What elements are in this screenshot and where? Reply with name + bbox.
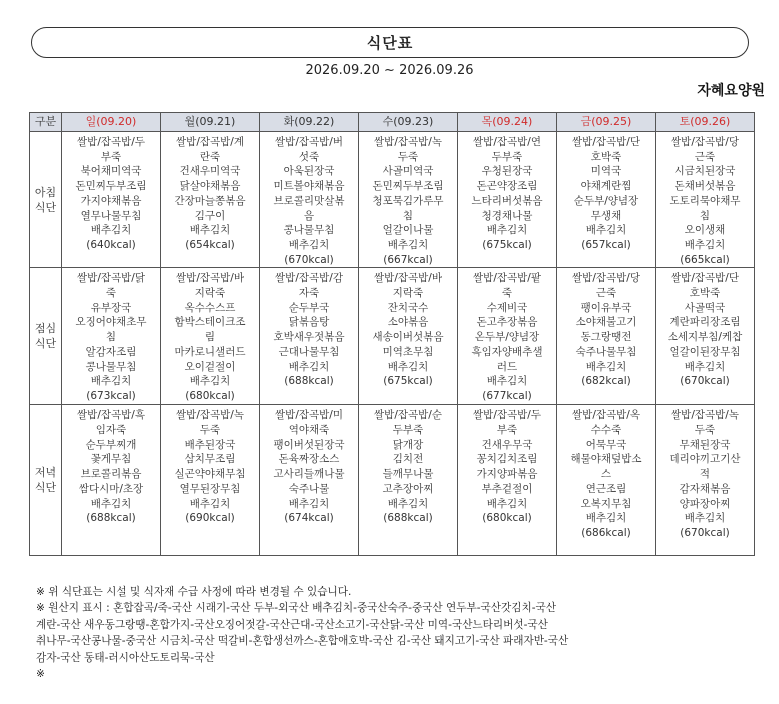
- menu-item: 림: [204, 331, 216, 344]
- menu-item: 쌀밥/잡곡밥/팥: [473, 272, 541, 285]
- day-header: 수(09.23): [359, 113, 458, 132]
- menu-item: 지락죽: [392, 287, 424, 300]
- day-header: 토(09.26): [656, 113, 755, 132]
- menu-item: 계란파리장조림: [669, 316, 741, 329]
- menu-item: 알감자조림: [85, 345, 137, 358]
- menu-item: 두부죽: [491, 150, 523, 163]
- menu-cell: [458, 268, 557, 405]
- note-line: 계란-국산 새우동그랑땡-혼합가지-국산오징어젓갈-국산근대-국산소고기-국산닭-국산 미역-국산느타리버섯-국산: [36, 618, 548, 631]
- menu-item: 감자채볶음: [679, 482, 731, 495]
- menu-item: (670kcal): [680, 526, 730, 539]
- menu-item: 미트볼야채볶음: [273, 180, 345, 193]
- menu-item: 김구이: [194, 209, 226, 222]
- menu-item: 쌀밥/잡곡밥/두: [77, 136, 145, 148]
- menu-item: 침: [402, 209, 414, 222]
- menu-item: (688kcal): [86, 512, 136, 525]
- menu-item: 부추겉절이: [481, 482, 533, 495]
- day-header: 화(09.22): [260, 113, 359, 132]
- menu-item: 미역국: [590, 165, 622, 178]
- menu-item: 브로콜리맛살볶: [273, 194, 345, 207]
- meal-label-line: 아침: [34, 185, 57, 199]
- menu-item: (688kcal): [284, 375, 334, 388]
- menu-item: (670kcal): [680, 375, 730, 388]
- menu-item: 가지야채볶음: [80, 194, 142, 207]
- menu-item: 쌀밥/잡곡밥/녹: [176, 409, 244, 422]
- menu-item: 우청된장국: [481, 165, 533, 178]
- menu-item: 배추된장국: [184, 438, 236, 451]
- menu-cell: [260, 268, 359, 405]
- note-line: ※: [36, 668, 45, 681]
- note-line: 감자-국산 동태-러시아산도토리묵-국산: [36, 651, 215, 664]
- menu-item: (675kcal): [482, 238, 532, 251]
- menu-cell: [260, 132, 359, 268]
- menu-item: (674kcal): [284, 512, 334, 525]
- menu-item: 소야채불고기: [575, 316, 637, 329]
- menu-item: (686kcal): [581, 526, 631, 539]
- menu-item: (690kcal): [185, 512, 235, 525]
- menu-item: 쌀밥/잡곡밥/당: [572, 272, 640, 285]
- menu-item: 배추김치: [585, 360, 627, 373]
- menu-cell: [359, 405, 458, 556]
- menu-item: 러드: [496, 360, 518, 373]
- menu-item: 쌀밥/잡곡밥/흑: [77, 409, 145, 422]
- menu-cell: [557, 405, 656, 556]
- corner-label: 구분: [30, 113, 62, 132]
- menu-cell: [557, 132, 656, 268]
- menu-cell: [260, 405, 359, 556]
- dinner-row: [30, 405, 755, 556]
- menu-item: 쌀밥/잡곡밥/감: [275, 272, 343, 285]
- menu-item: 호박죽: [689, 287, 721, 300]
- menu-item: 쌈다시마/초장: [78, 482, 144, 495]
- note-line: ※ 원산지 표시 : 혼합잡곡/죽-국산 시래기-국산 두부-외국산 배추김치-중국산숙주-중국산 연두부-국산갓김치-국산: [36, 602, 556, 615]
- menu-item: 배추김치: [90, 224, 132, 237]
- note-line: 취나무-국산콩나물-중국산 시금치-국산 떡갈비-혼합생선까스-혼합애호박-국산 김-국산 돼지고기-국산 파래자반-국산: [36, 635, 569, 648]
- menu-item: 수수죽: [590, 424, 622, 437]
- menu-item: (665kcal): [680, 253, 730, 266]
- menu-item: 부죽: [100, 150, 122, 163]
- menu-item: 두죽: [694, 424, 716, 437]
- menu-item: 배추김치: [288, 360, 330, 373]
- menu-item: 배추김치: [387, 360, 429, 373]
- menu-item: 적: [699, 468, 711, 481]
- menu-item: 간장마늘쫑볶음: [174, 194, 246, 207]
- menu-item: 미역초무침: [382, 345, 434, 358]
- menu-item: 오이겉절이: [184, 360, 236, 373]
- menu-item: 건새우무국: [481, 438, 533, 451]
- menu-item: 꽁치김치조림: [476, 453, 538, 466]
- menu-item: 팽이버섯된장국: [273, 438, 345, 451]
- menu-item: 배추김치: [585, 512, 627, 525]
- menu-item: 쌀밥/잡곡밥/순: [374, 409, 442, 422]
- menu-item: 지락죽: [194, 287, 226, 300]
- menu-item: 청포묵김가루무: [372, 194, 444, 207]
- menu-cell: [62, 405, 161, 556]
- menu-item: 쌀밥/잡곡밥/연: [473, 136, 541, 148]
- menu-item: 오징어야채초무: [75, 316, 147, 329]
- menu-item: 무생채: [590, 209, 622, 222]
- menu-item: 시금치된장국: [674, 165, 736, 178]
- menu-item: 배추김치: [189, 375, 231, 388]
- menu-item: 얼갈이된장무침: [669, 345, 741, 358]
- page-title: 식단표: [366, 34, 414, 52]
- menu-item: 연근조림: [585, 482, 627, 495]
- menu-item: 닭개장: [392, 438, 424, 451]
- menu-item: 도토리묵야채무: [669, 194, 741, 207]
- menu-item: 순두부국: [288, 301, 330, 314]
- menu-item: 돈채버섯볶음: [674, 180, 736, 193]
- menu-item: 고사리들깨나물: [273, 468, 345, 481]
- day-header: 월(09.21): [161, 113, 260, 132]
- menu-item: 느타리버섯볶음: [471, 194, 543, 207]
- menu-item: 근죽: [694, 150, 716, 163]
- menu-item: 숙주나물무침: [575, 345, 637, 358]
- menu-item: 호박죽: [590, 150, 622, 163]
- menu-item: 새송이버섯볶음: [372, 331, 444, 344]
- menu-item: 유부장국: [90, 301, 132, 314]
- menu-item: 배추김치: [585, 224, 627, 237]
- menu-item: 가지양파볶음: [476, 468, 538, 481]
- menu-item: 열무나물무침: [80, 209, 142, 222]
- menu-item: 쌀밥/잡곡밥/미: [275, 409, 343, 422]
- organization-name: 자혜요양원: [697, 83, 765, 99]
- menu-item: (640kcal): [86, 238, 136, 251]
- menu-item: 옥수수스프: [184, 301, 236, 314]
- menu-item: 쌀밥/잡곡밥/당: [671, 136, 739, 148]
- menu-item: 배추김치: [387, 238, 429, 251]
- menu-item: 배추김치: [486, 375, 528, 388]
- menu-item: 오복지무침: [580, 497, 632, 510]
- menu-item: 부죽: [496, 424, 518, 437]
- menu-item: 쌀밥/잡곡밥/닭: [77, 272, 145, 285]
- menu-item: 돈육짜장소스: [278, 453, 340, 466]
- menu-item: 청경채나물: [481, 209, 533, 222]
- menu-item: 실곤약야채무침: [174, 468, 246, 481]
- title-banner: [31, 27, 749, 58]
- menu-item: 쌀밥/잡곡밥/두: [473, 409, 541, 422]
- menu-cell: [656, 268, 755, 405]
- lunch-row: [30, 268, 755, 405]
- menu-item: (654kcal): [185, 238, 235, 251]
- menu-item: (680kcal): [185, 389, 235, 402]
- menu-cell: [62, 268, 161, 405]
- menu-item: (677kcal): [482, 389, 532, 402]
- menu-item: (688kcal): [383, 512, 433, 525]
- menu-item: 스: [600, 468, 612, 481]
- menu-item: 김치전: [392, 453, 424, 466]
- day-header: 금(09.25): [557, 113, 656, 132]
- menu-cell: [62, 132, 161, 268]
- menu-item: 쌀밥/잡곡밥/녹: [671, 409, 739, 422]
- menu-item: 배추김치: [387, 497, 429, 510]
- notes-section: [36, 584, 766, 682]
- menu-item: 사골떡국: [684, 301, 726, 314]
- menu-item: 섯죽: [298, 150, 320, 163]
- menu-item: 고추장아찌: [382, 482, 434, 495]
- menu-item: 브로콜리볶음: [80, 468, 142, 481]
- day-header: 일(09.20): [62, 113, 161, 132]
- menu-item: 쌀밥/잡곡밥/바: [176, 272, 244, 285]
- menu-item: 팽이유부국: [580, 301, 632, 314]
- menu-item: 사골미역국: [382, 165, 434, 178]
- menu-item: (657kcal): [581, 238, 631, 251]
- menu-item: (682kcal): [581, 375, 631, 388]
- meal-label: [30, 405, 62, 556]
- menu-item: 소야볶음: [387, 316, 429, 329]
- menu-item: 근대나물무침: [278, 345, 340, 358]
- menu-item: 동그랑땡전: [580, 331, 632, 344]
- menu-item: 콩나물무침: [85, 360, 137, 373]
- menu-item: 닭살야채볶음: [179, 180, 241, 193]
- menu-item: 순두부찌개: [85, 438, 137, 451]
- menu-item: (680kcal): [482, 512, 532, 525]
- menu-item: 배추김치: [288, 238, 330, 251]
- meal-label: [30, 132, 62, 268]
- menu-item: 순두부/양념장: [573, 194, 639, 207]
- menu-item: (670kcal): [284, 253, 334, 266]
- menu-item: 수제비국: [486, 301, 528, 314]
- menu-item: 죽: [501, 287, 513, 300]
- meal-label-line: 저녁: [34, 466, 57, 480]
- menu-cell: [557, 268, 656, 405]
- menu-item: 임자죽: [95, 424, 127, 437]
- meal-label-line: 식단: [34, 481, 57, 495]
- day-header: 목(09.24): [458, 113, 557, 132]
- menu-item: 쌀밥/잡곡밥/옥: [572, 409, 640, 422]
- menu-item: 돈민찌두부조림: [372, 180, 444, 193]
- menu-item: 돈고추장볶음: [476, 316, 538, 329]
- menu-item: 무채된장국: [679, 438, 731, 451]
- menu-cell: [458, 132, 557, 268]
- menu-cell: [656, 132, 755, 268]
- menu-item: 해물야채덮밥소: [570, 453, 642, 466]
- menu-item: 숙주나물: [288, 482, 330, 495]
- menu-item: 배추김치: [684, 512, 726, 525]
- menu-item: 배추김치: [189, 497, 231, 510]
- menu-cell: [359, 132, 458, 268]
- menu-item: 아욱된장국: [283, 165, 335, 178]
- menu-item: 역야채죽: [288, 424, 330, 437]
- menu-item: 배추김치: [189, 224, 231, 237]
- menu-item: 돈민찌두부조림: [75, 180, 147, 193]
- menu-cell: [458, 405, 557, 556]
- note-line: ※ 위 식단표는 시설 및 식자재 수급 사정에 따라 변경될 수 있습니다.: [36, 586, 352, 598]
- menu-item: 건새우미역국: [179, 165, 241, 178]
- menu-item: 콩나물무침: [283, 224, 335, 237]
- menu-item: 닭볶음탕: [288, 316, 330, 329]
- menu-item: (675kcal): [383, 375, 433, 388]
- menu-item: 음: [303, 209, 315, 222]
- breakfast-row: [30, 132, 755, 268]
- menu-item: 꽃게무침: [90, 453, 132, 466]
- menu-item: 두죽: [199, 424, 221, 437]
- menu-item: 들깨무나물: [382, 468, 434, 481]
- menu-item: 쌀밥/잡곡밥/녹: [374, 136, 442, 148]
- menu-item: 배추김치: [684, 238, 726, 251]
- menu-item: 배추김치: [486, 497, 528, 510]
- menu-item: 배추김치: [684, 360, 726, 373]
- menu-item: 쌀밥/잡곡밥/계: [176, 136, 244, 148]
- menu-item: 양파장아찌: [679, 497, 731, 510]
- menu-item: 함박스테이크조: [174, 316, 246, 329]
- menu-cell: [161, 268, 260, 405]
- menu-item: 죽: [105, 287, 117, 300]
- date-range: 2026.09.20 ~ 2026.09.26: [305, 63, 474, 78]
- menu-item: 두부죽: [392, 424, 424, 437]
- menu-item: 북어채미역국: [80, 165, 142, 178]
- menu-item: 삼치무조림: [184, 453, 236, 466]
- menu-item: 쌀밥/잡곡밥/단: [572, 136, 640, 148]
- menu-item: 배추김치: [486, 224, 528, 237]
- menu-item: 온두부/양념장: [474, 331, 540, 344]
- menu-item: 쌀밥/잡곡밥/버: [275, 136, 343, 148]
- meal-label-line: 식단: [34, 200, 57, 214]
- menu-cell: [656, 405, 755, 556]
- menu-item: 자죽: [298, 287, 320, 300]
- meal-plan-table: [29, 112, 755, 556]
- menu-item: 마카로니샐러드: [174, 345, 246, 358]
- menu-item: 두죽: [397, 150, 419, 163]
- menu-item: 오이생채: [684, 224, 726, 237]
- meal-label: [30, 268, 62, 405]
- menu-item: 어묵무국: [585, 438, 627, 451]
- menu-item: 소세지부침/케찹: [667, 331, 743, 344]
- menu-item: 호박새우젓볶음: [273, 331, 345, 344]
- menu-item: 흑임자양배추샐: [471, 345, 543, 358]
- menu-item: 배추김치: [288, 497, 330, 510]
- meal-label-line: 식단: [34, 337, 57, 351]
- menu-item: 얼갈이나물: [382, 224, 434, 237]
- menu-item: 잔치국수: [387, 301, 429, 314]
- menu-item: 쌀밥/잡곡밥/단: [671, 272, 739, 285]
- menu-item: 침: [105, 331, 117, 344]
- menu-item: 돈곤약장조림: [476, 180, 538, 193]
- table-header-row: [30, 113, 755, 132]
- menu-item: 근죽: [595, 287, 617, 300]
- menu-item: 배추김치: [90, 375, 132, 388]
- menu-item: 란죽: [199, 150, 221, 163]
- menu-item: (667kcal): [383, 253, 433, 266]
- menu-item: 데리야끼고기산: [669, 453, 741, 466]
- menu-cell: [161, 132, 260, 268]
- menu-cell: [359, 268, 458, 405]
- meal-label-line: 점심: [34, 322, 57, 336]
- menu-cell: [161, 405, 260, 556]
- menu-item: 열무된장무침: [179, 482, 241, 495]
- menu-item: (673kcal): [86, 389, 136, 402]
- menu-item: 야채계란찜: [580, 180, 632, 193]
- menu-item: 침: [699, 209, 711, 222]
- menu-item: 배추김치: [90, 497, 132, 510]
- menu-item: 쌀밥/잡곡밥/바: [374, 272, 442, 285]
